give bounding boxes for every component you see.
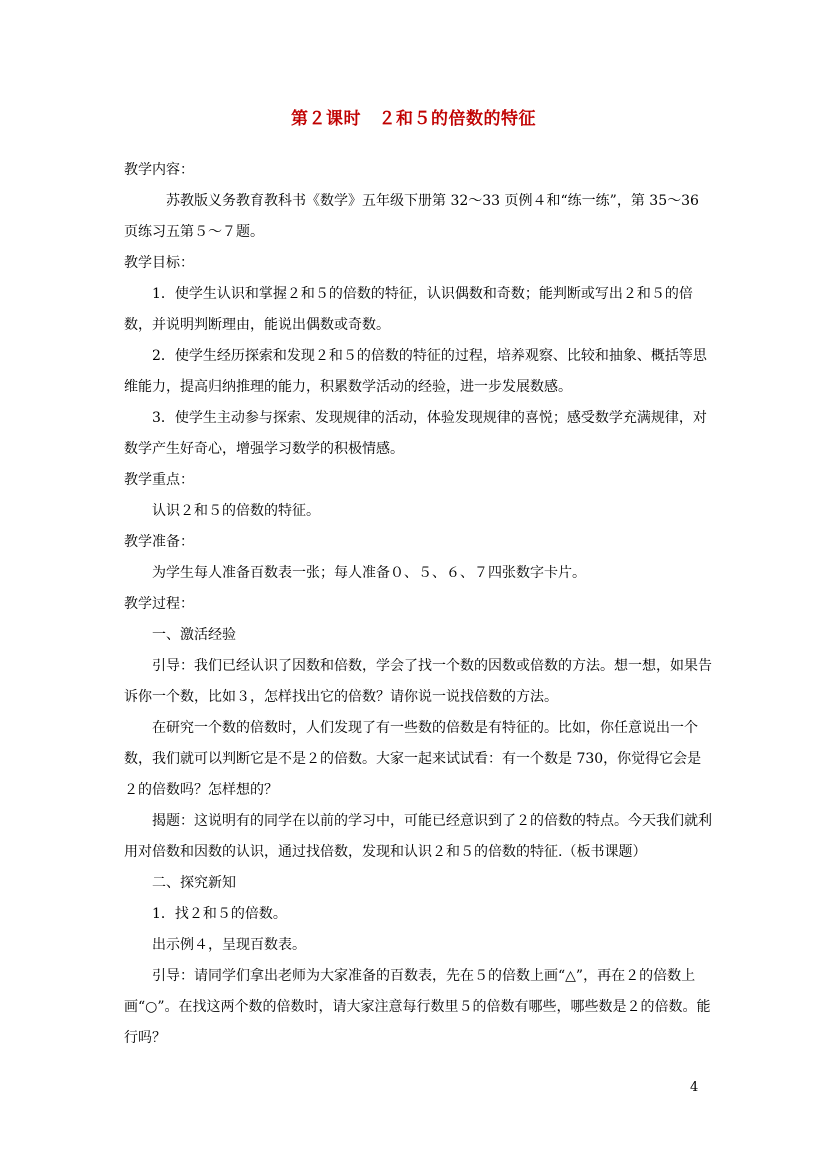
heading-key-points: 教学重点： — [124, 472, 194, 488]
subheading-find-multiples: 1．找２和５的倍数。 — [152, 906, 287, 922]
paragraph-guide-1: 引导：我们已经认识了因数和倍数，学会了找一个数的因数或倍数的方法。想一想，如果告诉你一个数，比如３，怎样找出它的倍数？请你说一说找倍数的方法。 — [124, 658, 712, 705]
paragraph-goal-2: 2．使学生经历探索和发现２和５的倍数的特征的过程，培养观察、比较和抽象、概括等思维能力，提高归纳推理的能力，积累数学活动的经验，进一步发展数感。 — [124, 348, 707, 395]
paragraph-reveal-topic: 揭题：这说明有的同学在以前的学习中，可能已经意识到了２的倍数的特点。今天我们就利用对倍数和因数的认识，通过找倍数，发现和认识２和５的倍数的特征.（板书课题） — [124, 813, 712, 860]
heading-teaching-goals: 教学目标： — [124, 255, 194, 271]
paragraph-teaching-content: 苏教版义务教育教科书《数学》五年级下册第 32～33 页例４和“练一练”，第 35～36 页练习五第５～７题。 — [124, 193, 699, 240]
page-title: 第２课时 ２和５的倍数的特征 — [291, 109, 536, 129]
paragraph-preparation: 为学生每人准备百数表一张；每人准备０、５、６、７四张数字卡片。 — [152, 565, 586, 581]
section-heading-1: 一、激活经验 — [152, 627, 236, 643]
paragraph-research: 在研究一个数的倍数时，人们发现了有一些数的倍数是有特征的。比如，你任意说出一个数，我们就可以判断它是不是２的倍数。大家一起来试试看：有一个数是 730，你觉得它会是２的倍数吗？怎样想的？ — [124, 720, 702, 798]
heading-teaching-content: 教学内容： — [124, 162, 194, 178]
paragraph-key-points: 认识２和５的倍数的特征。 — [152, 503, 320, 519]
paragraph-goal-1: 1．使学生认识和掌握２和５的倍数的特征，认识偶数和奇数；能判断或写出２和５的倍数，并说明判断理由，能说出偶数或奇数。 — [124, 286, 693, 333]
document-body — [124, 155, 714, 1054]
section-heading-2: 二、探究新知 — [152, 875, 236, 891]
paragraph-goal-3: 3．使学生主动参与探索、发现规律的活动，体验发现规律的喜悦；感受数学充满规律，对数学产生好奇心，增强学习数学的积极情感。 — [124, 410, 707, 457]
heading-teaching-process: 教学过程： — [124, 596, 194, 612]
page-number: 4 — [690, 1080, 699, 1095]
heading-preparation: 教学准备： — [124, 534, 194, 550]
paragraph-show-example: 出示例４，呈现百数表。 — [152, 937, 306, 953]
paragraph-guide-2: 引导：请同学们拿出老师为大家准备的百数表，先在５的倍数上画“△”，再在２的倍数上画“○”。在找这两个数的倍数时，请大家注意每行数里５的倍数有哪些，哪些数是２的倍数。能行吗？ — [124, 968, 711, 1046]
